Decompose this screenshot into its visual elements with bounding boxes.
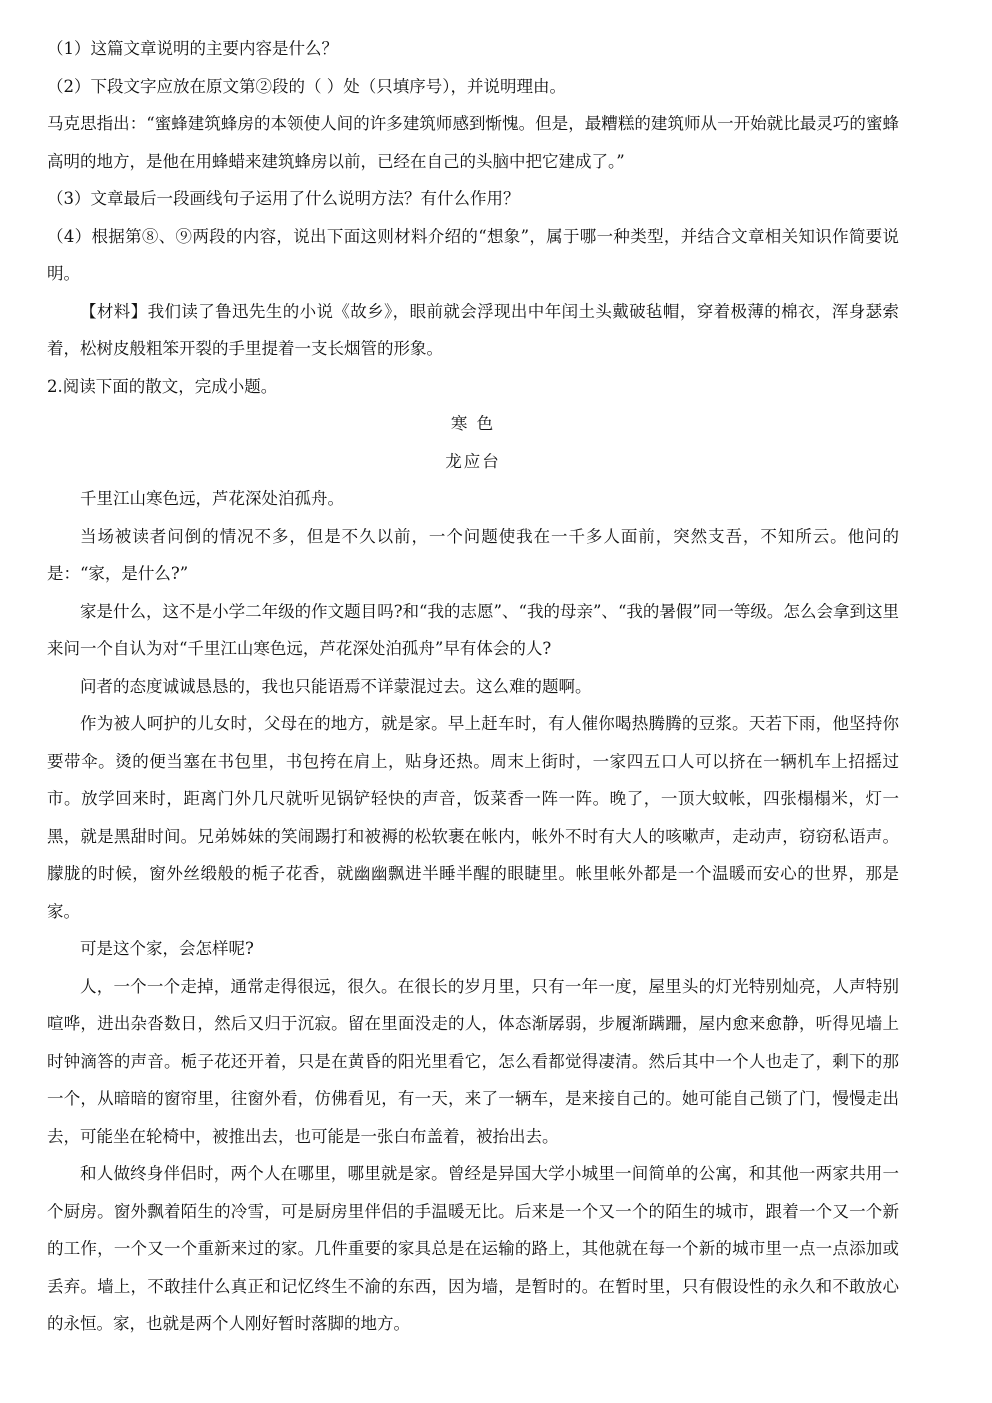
question-1: （1）这篇文章说明的主要内容是什么？ [47,39,338,58]
essay-author: 龙应台 [445,451,501,471]
essay-paragraph: 人，一个一个走掉，通常走得很远，很久。在很长的岁月里，只有一年一度，屋里头的灯光特别灿亮，人声特别喧哗，进出杂沓数日，然后又归于沉寂。留在里面没走的人，体态渐孱弱，步履渐蹒跚，屋内愈来愈静，听得见墙上时钟滴答的声音。栀子花还开着，只是在黄昏的阳光里看它，怎么看都觉得凄清。然后其中一个人也走了，剩下的那一个，从暗暗的窗帘里，往窗外看，仿佛看见，有一天，来了一辆车，是来接自己的。她可能自己锁了门，慢慢走出去，可能坐在轮椅中，被推出去，也可能是一张白布盖着，被抬出去。 [47,976,899,1146]
essay-paragraph: 问者的态度诚诚恳恳的，我也只能语焉不详蒙混过去。这么难的题啊。 [80,676,592,696]
material-paragraph: 【材料】我们读了鲁迅先生的小说《故乡》，眼前就会浮现出中年闰土头戴破毡帽，穿着极薄的棉衣，浑身瑟索着，松树皮般粗笨开裂的手里提着一支长烟管的形象。 [47,301,899,358]
question-4: （4）根据第⑧、⑨两段的内容，说出下面这则材料介绍的“想象”，属于哪一种类型，并结合文章相关知识作简要说明。 [47,226,899,283]
question-2-quote: 马克思指出：“蜜蜂建筑蜂房的本领使人间的许多建筑师感到惭愧。但是，最糟糕的建筑师从一开始就比最灵巧的蜜蜂高明的地方，是他在用蜂蜡来建筑蜂房以前，已经在自己的头脑中把它建成了。” [47,114,899,171]
essay-paragraph: 当场被读者问倒的情况不多，但是不久以前，一个问题使我在一千多人面前，突然支吾，不知所云。他问的是：“家，是什么?” [47,526,899,583]
essay-paragraph: 家是什么，这不是小学二年级的作文题目吗?和“我的志愿”、“我的母亲”、“我的暑假”同一等级。怎么会拿到这里来问一个自认为对“千里江山寒色远，芦花深处泊孤舟”早有体会的人? [47,601,899,658]
document-page [47,30,899,1343]
essay-paragraph: 千里江山寒色远，芦花深处泊孤舟。 [80,489,344,508]
question-2: （2）下段文字应放在原文第②段的（ ）处（只填序号），并说明理由。 [47,76,566,96]
essay-paragraph: 可是这个家，会怎样呢? [80,939,254,958]
essay-paragraph: 作为被人呵护的儿女时，父母在的地方，就是家。早上赶车时，有人催你喝热腾腾的豆浆。天若下雨，他坚持你要带伞。烫的便当塞在书包里，书包挎在肩上，贴身还热。周末上街时，一家四五口人可以挤在一辆机车上招摇过市。放学回来时，距离门外几尺就听见锅铲轻快的声音，饭菜香一阵一阵。晚了，一顶大蚊帐，四张榻榻米，灯一黑，就是黑甜时间。兄弟姊妹的笑闹踢打和被褥的松软裹在帐内，帐外不时有大人的咳嗽声，走动声，窃窃私语声。朦胧的时候，窗外丝缎般的栀子花香，就幽幽飘进半睡半醒的眼睫里。帐里帐外都是一个温暖而安心的世界，那是家。 [47,714,899,921]
section-2-instruction: 2.阅读下面的散文，完成小题。 [47,376,278,396]
essay-title: 寒 色 [450,414,496,433]
question-3: （3）文章最后一段画线句子运用了什么说明方法？有什么作用？ [47,189,520,208]
essay-paragraph: 和人做终身伴侣时，两个人在哪里，哪里就是家。曾经是异国大学小城里一间简单的公寓，和其他一两家共用一个厨房。窗外飘着陌生的冷雪，可是厨房里伴侣的手温暖无比。后来是一个又一个的陌生的城市，跟着一个又一个新的工作，一个又一个重新来过的家。几件重要的家具总是在运输的路上，其他就在每一个新的城市里一点一点添加或丢弃。墙上，不敢挂什么真正和记忆终生不渝的东西，因为墙，是暂时的。在暂时里，只有假设性的永久和不敢放心的永恒。家，也就是两个人刚好暂时落脚的地方。 [47,1164,899,1333]
